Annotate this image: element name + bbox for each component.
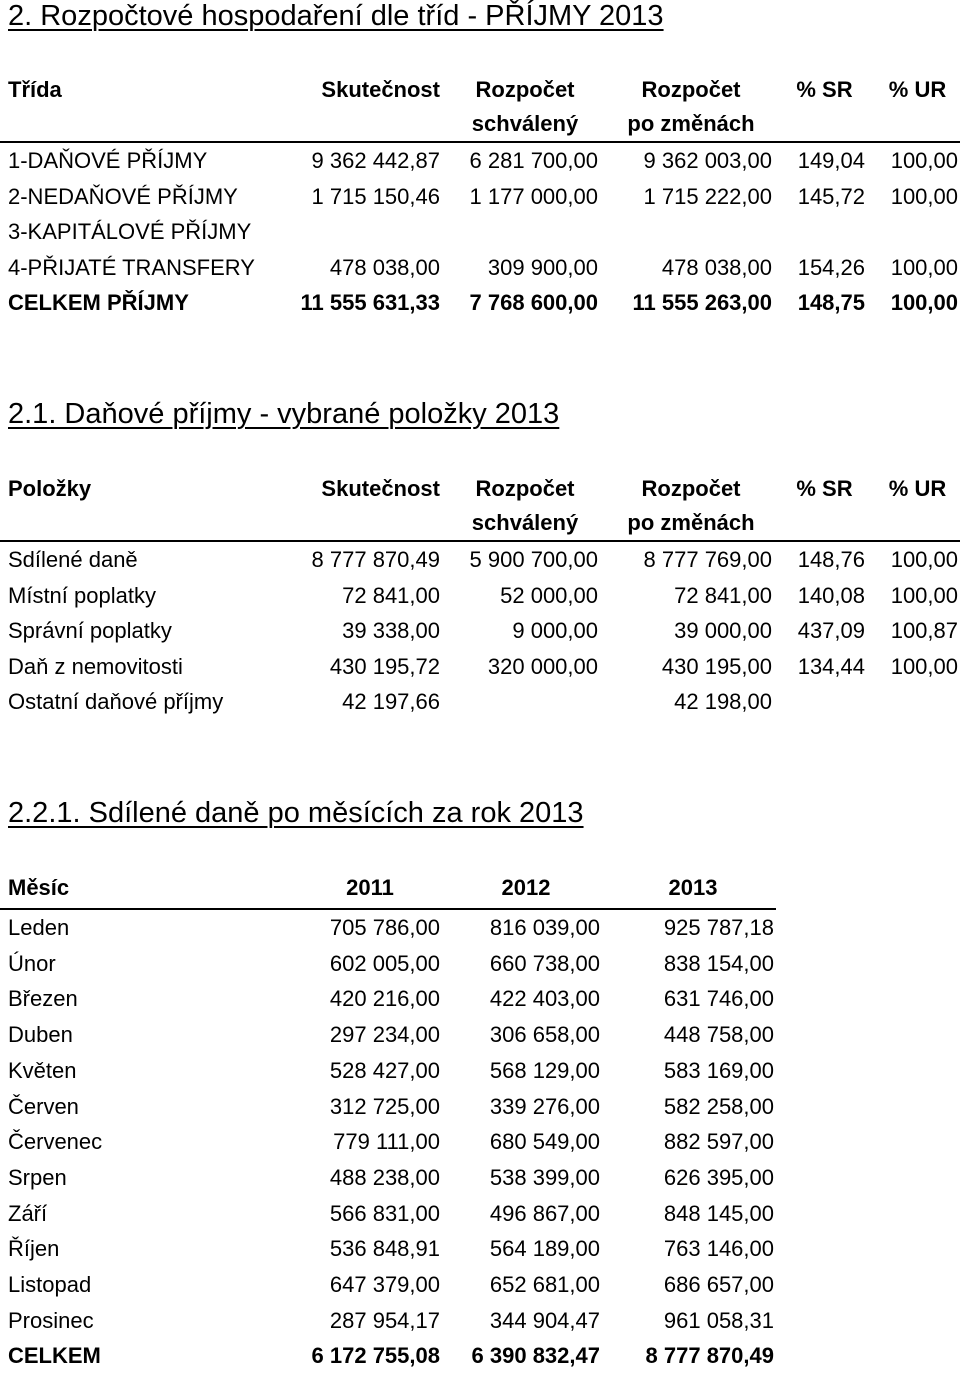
- row-value: 154,26: [797, 254, 865, 280]
- row-value: 1 715 150,46: [311, 183, 440, 209]
- header-mesic: Měsíc: [0, 868, 290, 909]
- row-value: 100,87: [890, 618, 958, 643]
- row-label: 4-PŘIJATÉ TRANSFERY: [8, 254, 255, 280]
- header-trida: Třída: [8, 77, 62, 102]
- row-value: 925 787,18: [663, 915, 774, 940]
- row-value: [600, 214, 774, 250]
- row-label: Prosinec: [8, 1307, 94, 1333]
- income-by-class-table: [0, 73, 960, 321]
- row-value: 478 038,00: [329, 254, 440, 280]
- row-label: Leden: [8, 915, 70, 940]
- row-value: 838 154,00: [663, 950, 774, 976]
- row-value: 39 338,00: [342, 618, 440, 643]
- row-label: Březen: [8, 986, 78, 1012]
- row-value: 100,00: [890, 148, 958, 173]
- row-label: Sdílené daně: [8, 547, 138, 572]
- total-label: CELKEM PŘÍJMY: [8, 290, 189, 315]
- row-value: 961 058,31: [663, 1307, 774, 1333]
- row-value: 647 379,00: [329, 1272, 440, 1298]
- table-row: [0, 684, 960, 720]
- row-value: 528 427,00: [329, 1057, 440, 1083]
- total-value: 100,00: [890, 290, 958, 315]
- header-sr: % SR: [796, 476, 853, 501]
- row-value: 848 145,00: [663, 1200, 774, 1226]
- row-value: 496 867,00: [489, 1200, 600, 1226]
- header-skutecnost: Skutečnost: [321, 77, 440, 102]
- row-value: 42 198,00: [674, 689, 772, 714]
- row-value: [774, 214, 867, 250]
- row-value: 100,00: [890, 582, 958, 608]
- row-value: 39 000,00: [674, 618, 772, 643]
- total-value: 11 555 631,33: [300, 290, 440, 315]
- row-value: 9 000,00: [512, 618, 598, 643]
- header-po-zmenach: po změnách: [600, 506, 774, 541]
- section3-title: 2.2.1. Sdílené daně po měsících za rok 2013: [8, 797, 584, 829]
- total-value: 148,75: [797, 290, 865, 315]
- row-value: [442, 684, 600, 720]
- row-label: Duben: [8, 1022, 73, 1048]
- row-value: 8 777 870,49: [311, 547, 440, 572]
- table-row: [0, 1160, 776, 1196]
- row-value: 339 276,00: [489, 1093, 600, 1119]
- row-value: 582 258,00: [663, 1093, 774, 1119]
- row-value: 100,00: [890, 183, 958, 209]
- row-value: 680 549,00: [489, 1129, 600, 1155]
- header-schvaleny: schválený: [442, 506, 600, 541]
- table-row: [0, 541, 960, 578]
- row-label: Daň z nemovitosti: [8, 653, 183, 679]
- header-2012: 2012: [442, 868, 602, 909]
- row-label: 1-DAŇOVÉ PŘÍJMY: [8, 148, 208, 173]
- row-value: 652 681,00: [489, 1272, 600, 1298]
- row-label: Listopad: [8, 1272, 92, 1298]
- header-skutecnost: Skutečnost: [321, 476, 440, 501]
- row-value: 5 900 700,00: [469, 547, 598, 572]
- row-value: 134,44: [797, 653, 865, 679]
- row-value: 309 900,00: [487, 254, 598, 280]
- header-schvaleny: schválený: [442, 107, 600, 142]
- row-label: Červen: [8, 1093, 79, 1119]
- row-value: 430 195,00: [661, 653, 772, 679]
- table-header-row: [0, 472, 960, 506]
- row-value: 448 758,00: [663, 1022, 774, 1048]
- table-row: [0, 214, 960, 250]
- row-value: 437,09: [797, 618, 865, 643]
- row-value: 882 597,00: [663, 1129, 774, 1155]
- shared-taxes-monthly-table: [0, 868, 776, 1374]
- table-row: [0, 909, 776, 946]
- total-row: [0, 285, 960, 321]
- table-row: [0, 1303, 776, 1339]
- table-row: [0, 613, 960, 649]
- row-value: 100,00: [890, 547, 958, 572]
- header-2013: 2013: [602, 868, 776, 909]
- row-value: 72 841,00: [674, 582, 772, 608]
- total-row: [0, 1338, 776, 1374]
- row-label: Červenec: [8, 1129, 103, 1155]
- table-header-row-2: [0, 506, 960, 541]
- header-po-zmenach: po změnách: [600, 107, 774, 142]
- row-value: 149,04: [797, 148, 865, 173]
- section2-title: 2.1. Daňové příjmy - vybrané položky 2013: [8, 398, 560, 430]
- row-value: 602 005,00: [329, 950, 440, 976]
- tax-income-table: [0, 472, 960, 720]
- row-value: 660 738,00: [489, 950, 600, 976]
- row-label: Říjen: [8, 1236, 60, 1262]
- row-value: 52 000,00: [500, 582, 598, 608]
- row-value: 9 362 003,00: [643, 148, 772, 173]
- row-value: 145,72: [797, 183, 865, 209]
- table-row: [0, 1231, 776, 1267]
- row-value: [867, 684, 960, 720]
- row-value: 287 954,17: [329, 1307, 440, 1333]
- row-value: 583 169,00: [663, 1057, 774, 1083]
- row-value: 631 746,00: [663, 986, 774, 1012]
- header-ur: % UR: [888, 476, 947, 501]
- row-value: 312 725,00: [329, 1093, 440, 1119]
- table-row: [0, 1017, 776, 1053]
- row-value: 763 146,00: [663, 1236, 774, 1262]
- header-rozpocet-po-zmenach: Rozpočet: [641, 476, 741, 501]
- row-value: 100,00: [890, 653, 958, 679]
- row-value: 478 038,00: [661, 254, 772, 280]
- table-header-row: [0, 73, 960, 107]
- row-label: Ostatní daňové příjmy: [8, 689, 224, 714]
- row-value: 1 177 000,00: [469, 183, 598, 209]
- row-value: 564 189,00: [489, 1236, 600, 1262]
- table-row: [0, 946, 776, 982]
- section1-title: 2. Rozpočtové hospodaření dle tříd - PŘÍJMY 2013: [8, 0, 664, 32]
- total-value: 8 777 870,49: [645, 1343, 774, 1369]
- row-value: 297 234,00: [329, 1022, 440, 1048]
- row-value: 422 403,00: [489, 986, 600, 1012]
- row-value: 1 715 222,00: [643, 183, 772, 209]
- row-value: 42 197,66: [342, 689, 440, 714]
- row-value: 568 129,00: [489, 1057, 600, 1083]
- total-label: CELKEM: [8, 1343, 101, 1369]
- row-value: 9 362 442,87: [311, 148, 440, 173]
- header-sr: % SR: [796, 77, 853, 102]
- table-row: [0, 981, 776, 1017]
- row-value: 140,08: [797, 582, 865, 608]
- row-value: 430 195,72: [329, 653, 440, 679]
- header-ur: % UR: [888, 77, 947, 102]
- total-value: 6 172 755,08: [311, 1343, 440, 1369]
- row-value: 8 777 769,00: [643, 547, 772, 572]
- row-value: [774, 684, 867, 720]
- table-row: [0, 142, 960, 179]
- total-value: 6 390 832,47: [471, 1343, 600, 1369]
- table-header-row-2: [0, 107, 960, 142]
- table-row: [0, 1124, 776, 1160]
- table-row: [0, 1053, 776, 1089]
- row-value: 72 841,00: [342, 582, 440, 608]
- row-value: 488 238,00: [329, 1164, 440, 1190]
- header-rozpocet-schvaleny: Rozpočet: [475, 476, 575, 501]
- row-value: 705 786,00: [329, 915, 440, 940]
- header-2011: 2011: [290, 868, 442, 909]
- row-value: 626 395,00: [663, 1164, 774, 1190]
- row-value: [290, 214, 442, 250]
- row-label: 2-NEDAŇOVÉ PŘÍJMY: [8, 183, 238, 209]
- row-value: 344 904,47: [489, 1307, 600, 1333]
- row-label: Správní poplatky: [8, 618, 172, 643]
- row-label: 3-KAPITÁLOVÉ PŘÍJMY: [8, 219, 252, 244]
- row-value: [442, 214, 600, 250]
- row-value: 538 399,00: [489, 1164, 600, 1190]
- row-value: 148,76: [797, 547, 865, 572]
- row-value: 420 216,00: [329, 986, 440, 1012]
- header-rozpocet-schvaleny: Rozpočet: [475, 77, 575, 102]
- row-label: Únor: [8, 950, 56, 976]
- row-value: 816 039,00: [489, 915, 600, 940]
- row-label: Květen: [8, 1057, 77, 1083]
- row-value: 566 831,00: [329, 1200, 440, 1226]
- header-rozpocet-po-zmenach: Rozpočet: [641, 77, 741, 102]
- table-row: [0, 1267, 776, 1303]
- row-value: [867, 214, 960, 250]
- row-value: 100,00: [890, 254, 958, 280]
- table-row: [0, 578, 960, 614]
- table-row: [0, 179, 960, 215]
- row-label: Místní poplatky: [8, 582, 156, 608]
- row-label: Září: [8, 1200, 48, 1226]
- table-row: [0, 250, 960, 286]
- row-label: Srpen: [8, 1164, 67, 1190]
- row-value: 779 111,00: [333, 1129, 440, 1155]
- row-value: 6 281 700,00: [469, 148, 598, 173]
- table-header-row: [0, 868, 776, 909]
- row-value: 320 000,00: [487, 653, 598, 679]
- row-value: 306 658,00: [489, 1022, 600, 1048]
- row-value: 686 657,00: [663, 1272, 774, 1298]
- row-value: 536 848,91: [329, 1236, 440, 1262]
- table-row: [0, 1196, 776, 1232]
- table-row: [0, 649, 960, 685]
- total-value: 11 555 263,00: [632, 290, 772, 315]
- table-row: [0, 1089, 776, 1125]
- header-polozky: Položky: [8, 476, 92, 501]
- total-value: 7 768 600,00: [469, 290, 598, 315]
